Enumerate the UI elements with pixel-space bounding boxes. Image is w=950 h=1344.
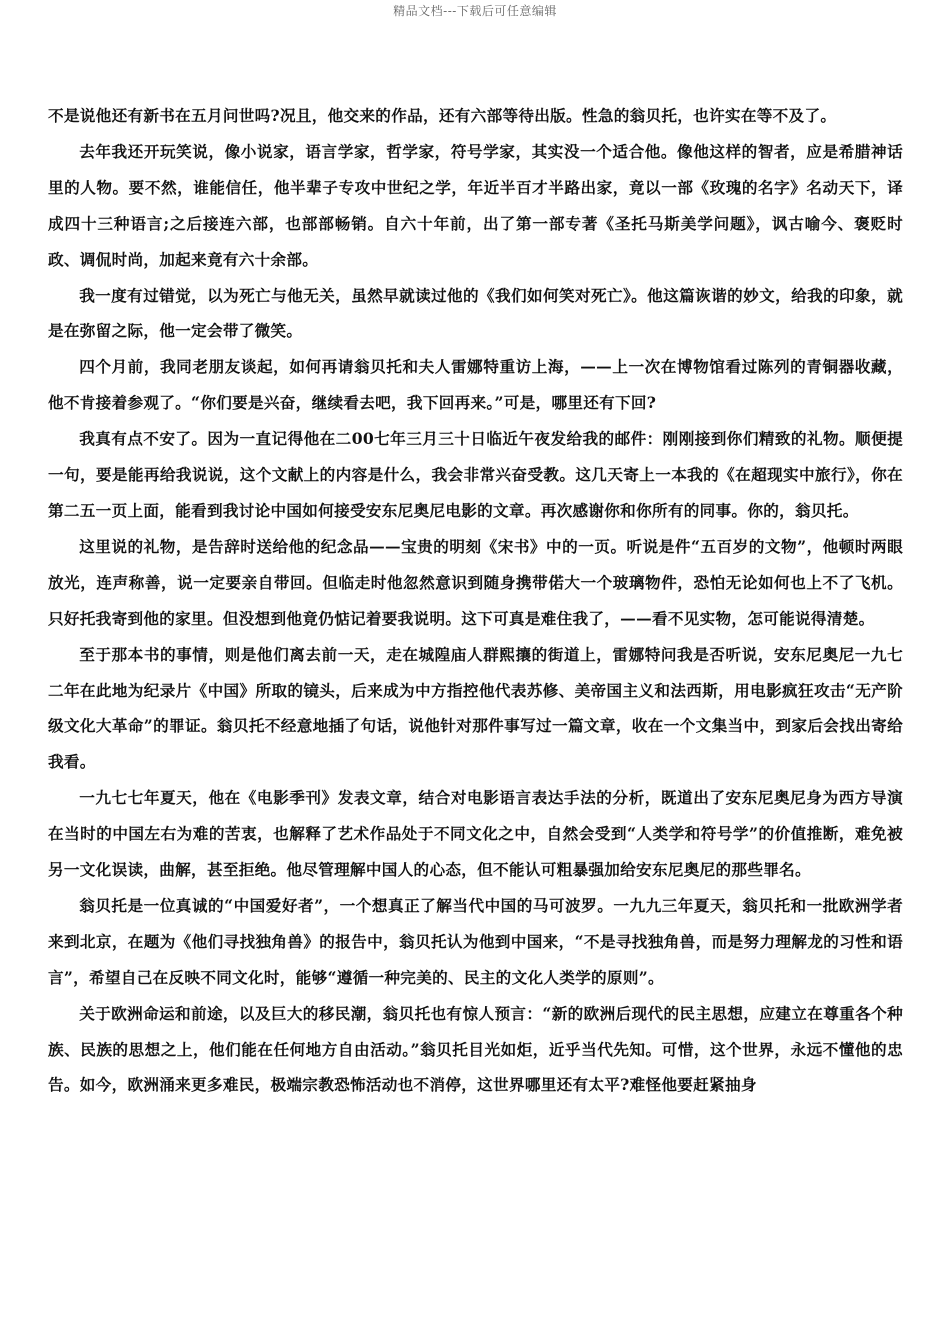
document-body	[48, 98, 903, 1103]
paragraph-10: 关于欧洲命运和前途，以及巨大的移民潮，翁贝托也有惊人预言：“新的欧洲后现代的民主思想，应建立在尊重各个种族、民族的思想之上，他们能在任何地方自由活动。”翁贝托目光如炬，近乎当代先知。可惜，这个世界，永远不懂他的忠告。如今，欧洲涌来更多难民，极端宗教恐怖活动也不消停，这世界哪里还有太平?难怪他要赶紧抽身	[48, 1003, 903, 1095]
paragraph-5: 我真有点不安了。因为一直记得他在二00七年三月三十日临近午夜发给我的邮件：刚刚接到你们精致的礼物。顺便提一句，要是能再给我说说，这个文献上的内容是什么，我会非常兴奋受教。这几天寄上一本我的《在超现实中旅行》，你在第二五一页上面，能看到我讨论中国如何接受安东尼奥尼电影的文章。再次感谢你和你所有的同事。你的，翁贝托。	[48, 429, 903, 520]
paragraph-2: 去年我还开玩笑说，像小说家，语言学家，哲学家，符号学家，其实没一个适合他。像他这样的智者，应是希腊神话里的人物。要不然，谁能信任，他半辈子专攻中世纪之学，年近半百才半路出家，竟以一部《玫瑰的名字》名动天下，译成四十三种语言;之后接连六部，也部部畅销。自六十年前，出了第一部专著《圣托马斯美学问题》，讽古喻今、褒贬时政、调侃时尚，加起来竟有六十余部。	[48, 141, 903, 269]
paragraph-3: 我一度有过错觉，以为死亡与他无关，虽然早就读过他的《我们如何笑对死亡》。他这篇诙谐的妙文，给我的印象，就是在弥留之际，他一定会带了微笑。	[48, 285, 903, 341]
paragraph-4: 四个月前，我同老朋友谈起，如何再请翁贝托和夫人雷娜特重访上海，——上一次在博物馆看过陈列的青铜器收藏，他不肯接着参观了。“你们要是兴奋，继续看去吧，我下回再来。”可是，哪里还有下回?	[48, 357, 903, 413]
paragraph-8: 一九七七年夏天，他在《电影季刊》发表文章，结合对电影语言表达手法的分析，既道出了安东尼奥尼身为西方导演在当时的中国左右为难的苦衷，也解释了艺术作品处于不同文化之中，自然会受到“人类学和符号学”的价值推断，难免被另一文化误读，曲解，甚至拒绝。他尽管理解中国人的心态，但不能认可粗暴强加给安东尼奥尼的那些罪名。	[48, 788, 903, 880]
paragraph-6: 这里说的礼物，是告辞时送给他的纪念品——宝贵的明刻《宋书》中的一页。听说是件“五百岁的文物”，他顿时两眼放光，连声称善，说一定要亲自带回。但临走时他忽然意识到随身携带偌大一个玻璃物件，恐怕无论如何也上不了飞机。只好托我寄到他的家里。但没想到他竟仍惦记着要我说明。这下可真是难住我了，——看不见实物，怎可能说得清楚。	[48, 536, 903, 628]
page-header: 精品文档---下载后可任意编辑	[393, 4, 557, 18]
paragraph-1: 不是说他还有新书在五月问世吗?况且，他交来的作品，还有六部等待出版。性急的翁贝托，也许实在等不及了。	[48, 106, 837, 125]
paragraph-9: 翁贝托是一位真诚的“中国爱好者”，一个想真正了解当代中国的马可波罗。一九九三年夏天，翁贝托和一批欧洲学者来到北京，在题为《他们寻找独角兽》的报告中，翁贝托认为他到中国来，“不是寻找独角兽，而是努力理解龙的习性和语言”，希望自己在反映不同文化时，能够“遵循一种完美的、民主的文化人类学的原则”。	[48, 895, 903, 987]
paragraph-7: 至于那本书的事情，则是他们离去前一天，走在城隍庙人群熙攘的街道上，雷娜特问我是否听说，安东尼奥尼一九七二年在此地为纪录片《中国》所取的镜头，后来成为中方指控他代表苏修、美帝国主义和法西斯，用电影疯狂攻击“无产阶级文化大革命”的罪证。翁贝托不经意地插了句话，说他针对那件事写过一篇文章，收在一个文集当中，到家后会找出寄给我看。	[48, 644, 903, 772]
